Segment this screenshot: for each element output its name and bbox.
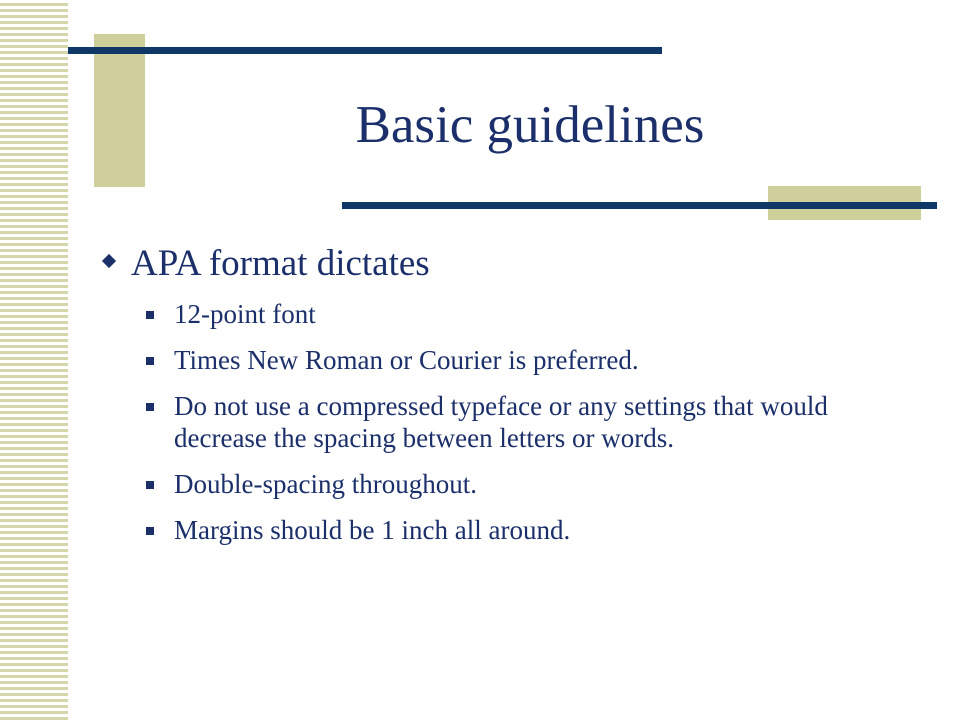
bottom-navy-rule (342, 202, 937, 209)
sub-bullet-item (146, 514, 916, 546)
square-bullet-icon (146, 481, 154, 489)
sub-bullet-item (146, 344, 916, 376)
sub-bullet-text: 12-point font (174, 299, 316, 329)
top-navy-rule (68, 47, 662, 54)
square-bullet-icon (146, 357, 154, 365)
slide-title: Basic guidelines (355, 96, 705, 154)
diamond-bullet-icon (102, 254, 116, 268)
sub-bullet-text: Double-spacing throughout. (174, 469, 477, 499)
main-bullet-text: APA format dictates (131, 243, 430, 284)
sub-bullet-text: Times New Roman or Courier is preferred. (174, 345, 639, 375)
sub-bullet-list (146, 298, 916, 560)
sub-bullet-text: Do not use a compressed typeface or any settings that would decrease the spacing between letters or words. (174, 391, 828, 453)
square-bullet-icon (146, 403, 154, 411)
sub-bullet-item (146, 298, 916, 330)
striped-sidebar-decoration (0, 0, 68, 720)
sub-bullet-item (146, 390, 916, 454)
sub-bullet-text: Margins should be 1 inch all around. (174, 515, 571, 545)
square-bullet-icon (146, 311, 154, 319)
top-left-khaki-block (94, 34, 145, 187)
square-bullet-icon (146, 527, 154, 535)
sub-bullet-item (146, 468, 916, 500)
